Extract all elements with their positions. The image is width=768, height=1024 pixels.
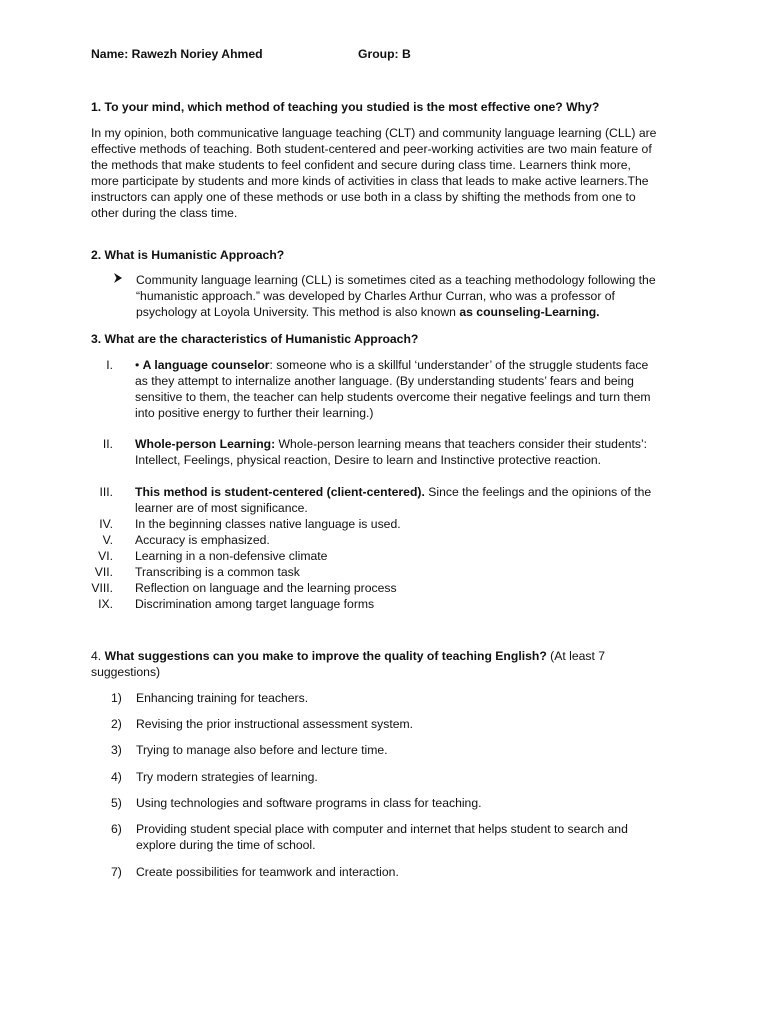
characteristic-line (135, 484, 675, 500)
characteristic-title: Whole-person Learning: (135, 437, 276, 451)
suggestion-number: 4) (111, 770, 122, 784)
suggestion-item: Trying to manage also before and lecture time. (136, 743, 388, 757)
bullet-dot: • (135, 358, 143, 372)
characteristic-item: Learning in a non-defensive climate (135, 549, 328, 563)
answer-2-line (136, 304, 676, 320)
suggestion-item: Create possibilities for teamwork and interaction. (136, 865, 399, 879)
answer-1-line: more participate by students and more kinds of activities in class that leads to make active learners.The (91, 174, 649, 188)
answer-2 (136, 272, 676, 320)
characteristic-item: Accuracy is emphasized. (135, 533, 270, 547)
answer-2-emphasis: as counseling-Learning. (459, 305, 600, 319)
characteristic-text: Whole-person learning means that teachers consider their students’: (275, 437, 648, 451)
suggestion-number: 1) (111, 691, 122, 705)
suggestion-item (136, 821, 656, 853)
suggestion-item: Enhancing training for teachers. (136, 691, 309, 705)
characteristic-line: as they attempt to internalize another language. (By understanding students’ fears and being (135, 374, 634, 388)
characteristic-line: Intellect, Feelings, physical reaction, Desire to learn and Instinctive protective reaction. (135, 453, 602, 467)
answer-1-line: the methods that make students to feel confident and secure during class time. Learners think more, (91, 158, 631, 172)
answer-1 (91, 125, 661, 221)
answer-2-line: Community language learning (CLL) is sometimes cited as a teaching methodology following the (136, 273, 656, 287)
characteristic-item (135, 357, 675, 421)
answer-1-line: effective methods of teaching. Both student-centered and peer-working activities are two main feature of (91, 142, 652, 156)
characteristic-line: into positive energy to further their learning.) (135, 406, 374, 420)
roman-numeral: VI. (98, 549, 113, 563)
question-2 (91, 247, 284, 263)
roman-numeral: IX. (98, 597, 113, 611)
characteristic-title: A language counselor (142, 358, 270, 372)
roman-numeral: I. (106, 358, 113, 372)
characteristic-item: In the beginning classes native language is used. (135, 517, 401, 531)
answer-1-line: In my opinion, both communicative language teaching (CLT) and community language learning (CLL) are (91, 126, 657, 140)
characteristic-item: Transcribing is a common task (135, 565, 300, 579)
suggestion-number: 6) (111, 822, 122, 836)
suggestion-item: Try modern strategies of learning. (136, 770, 318, 784)
characteristic-item: Discrimination among target language forms (135, 597, 375, 611)
characteristic-line (135, 357, 675, 373)
characteristic-line: learner are of most significance. (135, 501, 308, 515)
arrow-bullet-icon (113, 272, 123, 288)
roman-numeral: VIII. (91, 581, 113, 595)
characteristic-text: Since the feelings and the opinions of the (424, 485, 652, 499)
question-2-text: 2. What is Humanistic Approach? (91, 248, 285, 262)
suggestion-number: 5) (111, 796, 122, 810)
characteristic-item (135, 436, 675, 468)
suggestion-line: explore during the time of school. (136, 838, 316, 852)
question-4-note: (At least 7 (546, 649, 606, 663)
question-4 (91, 648, 661, 680)
answer-2-text: psychology at Loyola University. This method is also known (136, 305, 460, 319)
roman-numeral: III. (99, 485, 113, 499)
roman-numeral: V. (102, 533, 113, 547)
characteristic-text: : someone who is a skillful ‘understander’ of the struggle students face (269, 358, 649, 372)
characteristic-line: sensitive to them, the teacher can help students overcome their negative feelings and turn them (135, 390, 651, 404)
suggestion-item: Revising the prior instructional assessment system. (136, 717, 414, 731)
roman-numeral: IV. (99, 517, 113, 531)
suggestion-number: 3) (111, 743, 122, 757)
characteristic-line (135, 436, 675, 452)
answer-1-line: instructors can apply one of these methods or use both in a class by shifting the methods from one to (91, 190, 636, 204)
question-4-number: 4. (91, 649, 105, 663)
answer-2-line: “humanistic approach.” was developed by Charles Arthur Curran, who was a professor of (136, 289, 615, 303)
question-1: 1. To your mind, which method of teaching you studied is the most effective one? Why? (91, 100, 600, 114)
question-4-line (91, 648, 661, 664)
roman-numeral: II. (102, 437, 113, 451)
question-3: 3. What are the characteristics of Humanistic Approach? (91, 332, 419, 346)
suggestion-number: 2) (111, 717, 122, 731)
suggestion-item: Using technologies and software programs in class for teaching. (136, 796, 482, 810)
characteristic-item: Reflection on language and the learning process (135, 581, 397, 595)
answer-1-line: other during the class time. (91, 206, 238, 220)
characteristic-item (135, 484, 675, 516)
question-4-note-continued: suggestions) (91, 665, 161, 679)
student-name: Name: Rawezh Noriey Ahmed (91, 47, 263, 61)
roman-numeral: VII. (94, 565, 113, 579)
characteristic-title: This method is student-centered (client-centered). (135, 485, 425, 499)
group-label: Group: B (358, 47, 411, 61)
question-4-text: What suggestions can you make to improve the quality of teaching English? (104, 649, 547, 663)
suggestion-number: 7) (111, 865, 122, 879)
suggestion-line: Providing student special place with computer and internet that helps student to search and (136, 822, 628, 836)
